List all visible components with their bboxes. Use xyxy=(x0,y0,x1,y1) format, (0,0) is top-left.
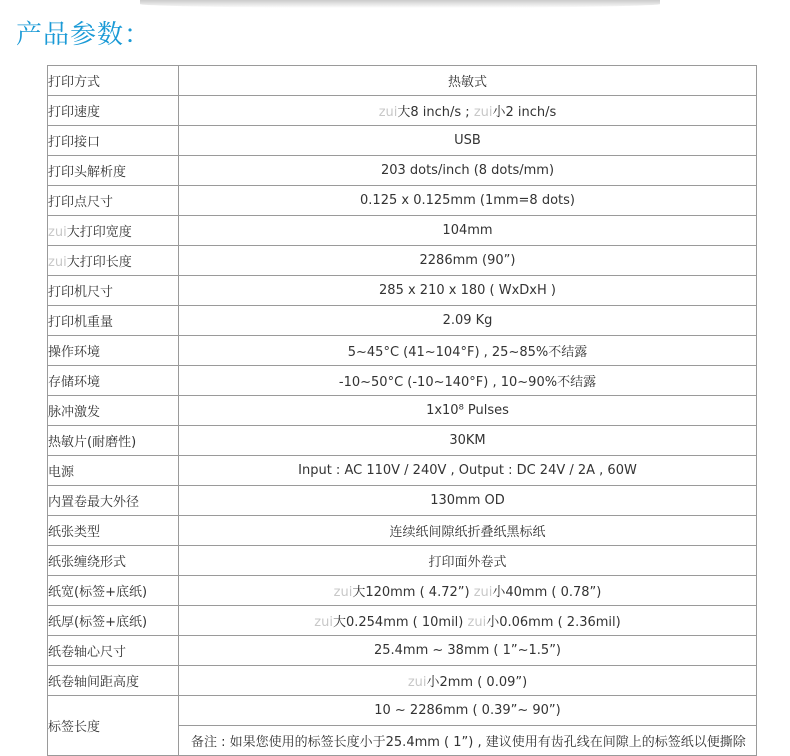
spec-label: 脉冲激发 xyxy=(48,396,179,426)
spec-label: 打印速度 xyxy=(48,96,179,126)
spec-label: 打印接口 xyxy=(48,126,179,156)
spec-value: 5~45°C (41~104°F) , 25~85%不结露 xyxy=(179,336,757,366)
zui-prefix: zui xyxy=(473,105,493,120)
spec-value: 连续纸间隙纸折叠纸黑标纸 xyxy=(179,516,757,546)
spec-label: 标签长度 xyxy=(48,696,179,756)
spec-value: 285 x 210 x 180 ( WxDxH ) xyxy=(179,276,757,306)
spec-label: 操作环境 xyxy=(48,336,179,366)
table-row xyxy=(48,96,757,126)
spec-value xyxy=(179,96,757,126)
table-row xyxy=(48,336,757,366)
spec-value xyxy=(179,666,757,696)
table-row xyxy=(48,126,757,156)
spec-value-part: 小40mm ( 0.78”) xyxy=(492,585,602,600)
spec-value: 热敏式 xyxy=(179,66,757,96)
spec-value: 1x10⁸ Pulses xyxy=(179,396,757,426)
spec-table xyxy=(47,65,757,756)
spec-value: 10 ~ 2286mm ( 0.39”~ 90”) xyxy=(179,696,757,726)
zui-prefix: zui xyxy=(314,615,333,630)
table-row xyxy=(48,306,757,336)
zui-prefix: zui xyxy=(48,255,67,270)
spec-value: 203 dots/inch (8 dots/mm) xyxy=(179,156,757,186)
table-row xyxy=(48,666,757,696)
table-row xyxy=(48,546,757,576)
table-row xyxy=(48,246,757,276)
table-row xyxy=(48,396,757,426)
spec-value: Input : AC 110V / 240V , Output : DC 24V / 2A , 60W xyxy=(179,456,757,486)
top-shadow-divider xyxy=(140,0,660,8)
spec-label: 打印方式 xyxy=(48,66,179,96)
spec-value: 0.125 x 0.125mm (1mm=8 dots) xyxy=(179,186,757,216)
table-row xyxy=(48,486,757,516)
table-row xyxy=(48,606,757,636)
zui-prefix: zui xyxy=(48,225,67,240)
spec-value-part: 小0.06mm ( 2.36mil) xyxy=(486,615,621,630)
spec-label: 纸宽(标签+底纸) xyxy=(48,576,179,606)
table-row xyxy=(48,516,757,546)
spec-label: 打印点尺寸 xyxy=(48,186,179,216)
table-row xyxy=(48,426,757,456)
table-row xyxy=(48,276,757,306)
table-row xyxy=(48,636,757,666)
table-row xyxy=(48,366,757,396)
spec-value xyxy=(179,606,757,636)
spec-label xyxy=(48,246,179,276)
spec-label: 打印机重量 xyxy=(48,306,179,336)
spec-value: 2.09 Kg xyxy=(179,306,757,336)
spec-value: 30KM xyxy=(179,426,757,456)
page-title: 产品参数： xyxy=(16,20,152,50)
spec-value: 25.4mm ~ 38mm ( 1”~1.5”) xyxy=(179,636,757,666)
spec-label: 内置卷最大外径 xyxy=(48,486,179,516)
spec-label: 纸卷轴间距高度 xyxy=(48,666,179,696)
zui-prefix: zui xyxy=(473,585,493,600)
spec-value-part: 大8 inch/s ; xyxy=(397,105,474,120)
spec-value-part: 小2 inch/s xyxy=(492,105,557,120)
zui-prefix: zui xyxy=(407,675,427,690)
spec-value-part: 小2mm ( 0.09”) xyxy=(426,675,528,690)
spec-label-part: 大打印宽度 xyxy=(66,225,132,240)
spec-label-part: 大打印长度 xyxy=(66,255,132,270)
table-row xyxy=(48,456,757,486)
table-row xyxy=(48,186,757,216)
spec-label: 纸厚(标签+底纸) xyxy=(48,606,179,636)
spec-value-part: 大120mm ( 4.72”) xyxy=(352,585,474,600)
spec-label: 纸卷轴心尺寸 xyxy=(48,636,179,666)
spec-label xyxy=(48,216,179,246)
spec-value: -10~50°C (-10~140°F) , 10~90%不结露 xyxy=(179,366,757,396)
spec-label: 存储环境 xyxy=(48,366,179,396)
spec-value: 130mm OD xyxy=(179,486,757,516)
spec-label: 打印头解析度 xyxy=(48,156,179,186)
table-row xyxy=(48,156,757,186)
spec-value xyxy=(179,576,757,606)
spec-label: 纸张类型 xyxy=(48,516,179,546)
table-row xyxy=(48,216,757,246)
spec-value: 2286mm (90”) xyxy=(179,246,757,276)
zui-prefix: zui xyxy=(378,105,398,120)
spec-value-part: 大0.254mm ( 10mil) xyxy=(332,615,468,630)
spec-label: 打印机尺寸 xyxy=(48,276,179,306)
spec-label: 电源 xyxy=(48,456,179,486)
spec-value: USB xyxy=(179,126,757,156)
zui-prefix: zui xyxy=(467,615,487,630)
table-row xyxy=(48,66,757,96)
table-row xyxy=(48,696,757,726)
spec-label: 热敏片(耐磨性) xyxy=(48,426,179,456)
table-row xyxy=(48,576,757,606)
spec-value: 打印面外卷式 xyxy=(179,546,757,576)
spec-note: 备注 : 如果您使用的标签长度小于25.4mm ( 1”) , 建议使用有齿孔线在间隙上的标签纸以便撕除 xyxy=(179,726,757,756)
zui-prefix: zui xyxy=(333,585,353,600)
spec-value: 104mm xyxy=(179,216,757,246)
spec-label: 纸张缠绕形式 xyxy=(48,546,179,576)
